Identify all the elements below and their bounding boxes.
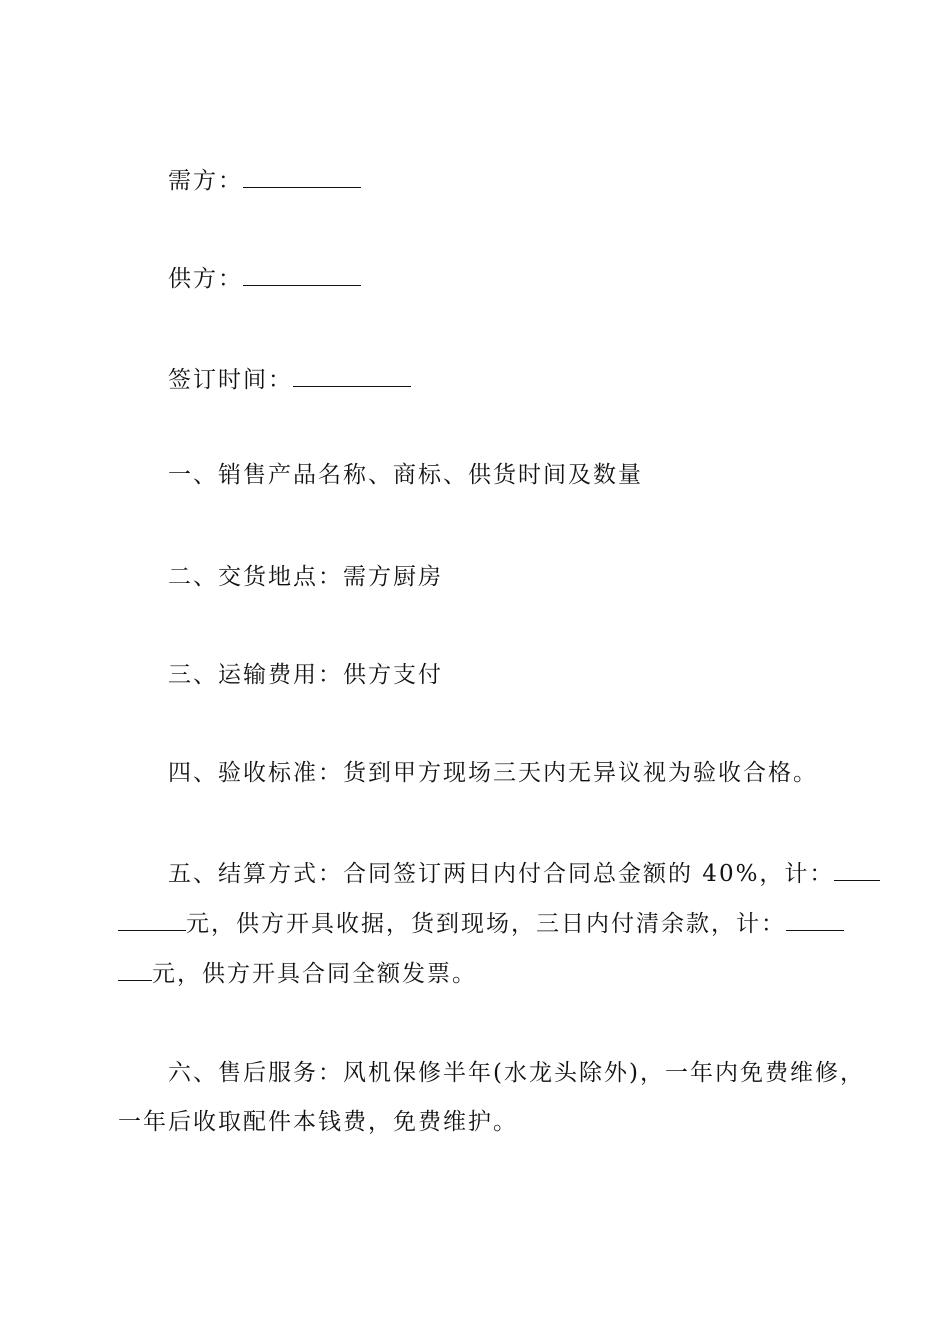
- clause-4: 四、验收标准：货到甲方现场三天内无异议视为验收合格。: [168, 760, 818, 786]
- clause-3: 三、运输费用：供方支付: [168, 662, 443, 688]
- supplier-label: 供方：: [168, 266, 243, 292]
- buyer-blank: [243, 165, 361, 188]
- clause-5-text-3: 元，供方开具合同全额发票。: [152, 961, 477, 987]
- payment-1-blank-b: [118, 908, 186, 931]
- sign-time-blank: [293, 364, 411, 387]
- payment-2-blank-a: [786, 908, 844, 931]
- clause-5-line-1: [168, 857, 880, 891]
- buyer-label: 需方：: [168, 168, 243, 194]
- supplier-blank: [243, 263, 361, 286]
- clause-5-line-2: [118, 907, 844, 941]
- supplier-line: [168, 262, 361, 296]
- sign-time-line: [168, 363, 411, 397]
- payment-2-blank-b: [118, 958, 152, 981]
- clause-5-line-3: [118, 957, 477, 991]
- clause-5-text-2: 元，供方开具收据，货到现场，三日内付清余款，计：: [186, 911, 786, 937]
- clause-6-line-2: 一年后收取配件本钱费，免费维护。: [118, 1109, 518, 1135]
- sign-time-label: 签订时间：: [168, 367, 293, 393]
- payment-1-blank-a: [834, 858, 880, 881]
- clause-1: 一、销售产品名称、商标、供货时间及数量: [168, 462, 643, 488]
- clause-6-line-1: 六、售后服务：风机保修半年(水龙头除外)，一年内免费维修，: [168, 1060, 865, 1086]
- buyer-line: [168, 164, 361, 198]
- clause-5-text-1: 五、结算方式：合同签订两日内付合同总金额的 40%，计：: [168, 861, 835, 887]
- clause-2: 二、交货地点：需方厨房: [168, 564, 443, 590]
